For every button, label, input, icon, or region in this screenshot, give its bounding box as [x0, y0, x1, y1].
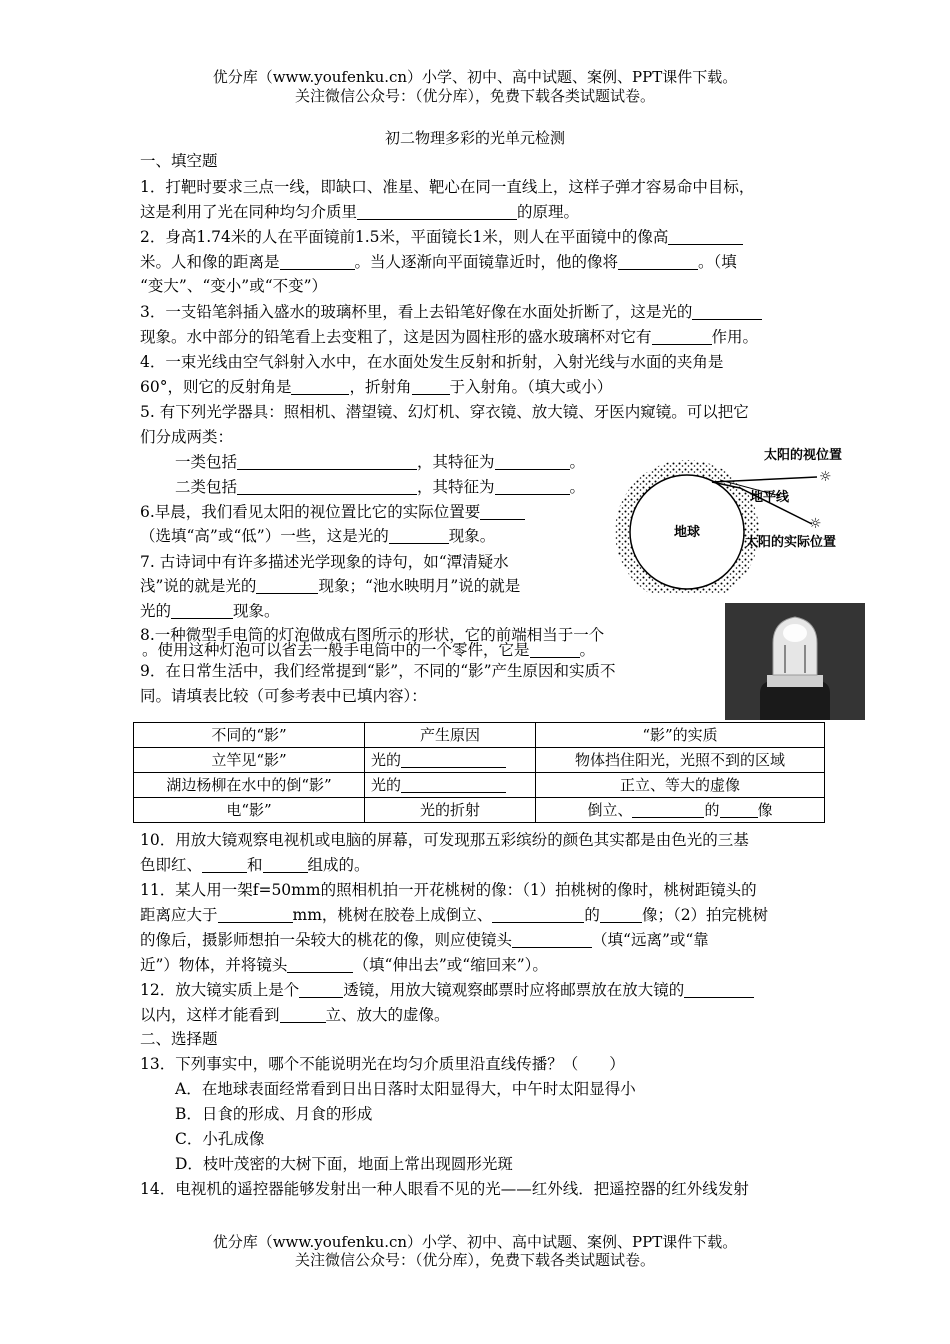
table-cell: 湖边杨柳在水中的倒“影”	[134, 773, 365, 798]
q11-line-b: 距离应大于 mm，桃树在胶卷上成倒立、 的 像；（2）拍完桃树	[140, 906, 769, 924]
q10-line-a: 10．用放大镜观察电视机或电脑的屏幕，可发现那五彩缤纷的颜色其实都是由色光的三基	[140, 831, 749, 849]
q5-line-b: 们分成两类：	[140, 428, 234, 446]
q14-line-a: 14．电视机的遥控器能够发射出一种人眼看不见的光——红外线．把遥控器的红外线发射	[140, 1180, 749, 1198]
apparent-position-label: 太阳的视位置	[764, 448, 843, 463]
q9-line-b: 同。请填表比较（可参考表中已填内容）：	[140, 687, 427, 705]
header-line-1: 优分库（www.youfenku.cn）小学、初中、高中试题、案例、PPT课件下载。	[212, 68, 738, 86]
q13-option-c: C．小孔成像	[175, 1130, 265, 1148]
shadow-comparison-table	[133, 722, 825, 823]
footer-line-1: 优分库（www.youfenku.cn）小学、初中、高中试题、案例、PPT课件下载。	[212, 1233, 738, 1251]
table-row	[134, 748, 825, 773]
table-row	[134, 773, 825, 798]
section-fill-blank: 一、填空题	[140, 152, 218, 170]
q2-line-b: 米。人和像的距离是 。当人逐渐向平面镜靠近时，他的像将 。（填	[140, 253, 737, 271]
q1-line-a: 1．打靶时要求三点一线，即缺口、准星、靶心在同一直线上，这样子弹才容易命中目标，	[140, 178, 755, 196]
earth-sun-refraction-figure	[612, 444, 877, 594]
table-header: 产生原因	[365, 723, 536, 748]
q13-option-b: B．日食的形成、月食的形成	[175, 1105, 373, 1123]
q12-line-a: 12．放大镜实质上是个 透镜，用放大镜观察邮票时应将邮票放在放大镜的	[140, 978, 754, 1002]
q8-line-a: 8.一种微型手电筒的灯泡做成右图所示的形状，它的前端相当于一个	[140, 626, 605, 644]
bulb-collar-icon	[767, 675, 823, 687]
q2-line-a: 2．身高1.74米的人在平面镜前1.5米，平面镜长1米，则人在平面镜中的像高	[140, 225, 743, 249]
table-row	[134, 798, 825, 823]
q5-line-a: 5. 有下列光学器具：照相机、潜望镜、幻灯机、穿衣镜、放大镜、牙医内窥镜。可以把它	[140, 403, 749, 421]
q4-line-a: 4．一束光线由空气斜射入水中，在水面处发生反射和折射，入射光线与水面的夹角是	[140, 353, 724, 371]
section-multiple-choice: 二、选择题	[140, 1030, 218, 1048]
q5-line-d: 二类包括 ，其特征为 。	[175, 478, 586, 496]
q3-line-a: 3．一支铅笔斜插入盛水的玻璃杯里，看上去铅笔好像在水面处折断了，这是光的	[140, 300, 762, 324]
q6-line-b: （选填“高”或“低”）一些，这是光的 现象。	[140, 527, 496, 545]
earth-label: 地球	[674, 525, 701, 540]
table-header: 不同的“影”	[134, 723, 365, 748]
q8-line-b: 。使用这种灯泡可以省去一般手电筒中的一个零件，它是 。	[142, 641, 596, 659]
q13-question: 13．下列事实中，哪个不能说明光在均匀介质里沿直线传播？（ ）	[140, 1055, 625, 1073]
q13-option-d: D．枝叶茂密的大树下面，地面上常出现圆形光斑	[175, 1155, 513, 1173]
horizon-label: 地平线	[750, 490, 790, 505]
table-cell: 物体挡住阳光，光照不到的区域	[536, 748, 825, 773]
table-cell: 光的折射	[365, 798, 536, 823]
table-cell: 光的	[365, 748, 536, 773]
q12-line-b: 以内，这样才能看到 立、放大的虚像。	[140, 1006, 450, 1024]
sun-apparent-icon: ☼	[819, 469, 832, 485]
footer-line-2: 关注微信公众号：（优分库），免费下载各类试题试卷。	[294, 1251, 655, 1269]
page-title: 初二物理多彩的光单元检测	[384, 129, 565, 147]
table-header: “影”的实质	[536, 723, 825, 748]
q7-line-a: 7. 古诗词中有许多描述光学现象的诗句，如“潭清疑水	[140, 553, 509, 571]
q2-line-c: “变大”、“变小”或“不变”）	[140, 277, 328, 295]
q5-line-c: 一类包括 ，其特征为 。	[175, 453, 586, 471]
bulb-photo	[725, 603, 865, 720]
header-line-2: 关注微信公众号：（优分库），免费下载各类试题试卷。	[294, 87, 655, 105]
q6-line-a: 6.早晨，我们看见太阳的视位置比它的实际位置要	[140, 500, 525, 524]
q11-line-a: 11．某人用一架f=50mm的照相机拍一开花桃树的像：（1）拍桃树的像时，桃树距镜头的	[140, 881, 757, 899]
sun-actual-icon: ☼	[809, 516, 822, 532]
q13-option-a: A．在地球表面经常看到日出日落时太阳显得大，中午时太阳显得小	[175, 1080, 636, 1098]
q3-line-b: 现象。水中部分的铅笔看上去变粗了，这是因为圆柱形的盛水玻璃杯对它有 作用。	[140, 328, 759, 346]
table-cell: 光的	[365, 773, 536, 798]
q7-line-b: 浅”说的就是光的 现象；“池水映明月”说的就是	[140, 577, 521, 595]
table-cell: 立竿见“影”	[134, 748, 365, 773]
q4-line-b: 60°，则它的反射角是 ，折射角 于入射角。（填大或小）	[140, 378, 613, 396]
q11-line-d: 近”）物体，并将镜头 （填“伸出去”或“缩回来”）。	[140, 956, 548, 974]
q11-line-c: 的像后，摄影师想拍一朵较大的桃花的像，则应使镜头 （填“远离”或“靠	[140, 931, 709, 949]
q9-line-a: 9．在日常生活中，我们经常提到“影”，不同的“影”产生原因和实质不	[140, 662, 616, 680]
q10-line-b: 色即红、 和 组成的。	[140, 856, 370, 874]
table-cell: 倒立、 的 像	[536, 798, 825, 823]
table-header-row	[134, 723, 825, 748]
table-cell: 正立、等大的虚像	[536, 773, 825, 798]
table-cell: 电“影”	[134, 798, 365, 823]
q7-line-c: 光的 现象。	[140, 602, 280, 620]
q1-line-b: 这是利用了光在同种均匀介质里 的原理。	[140, 203, 580, 221]
actual-position-label: 太阳的实际位置	[745, 535, 837, 550]
